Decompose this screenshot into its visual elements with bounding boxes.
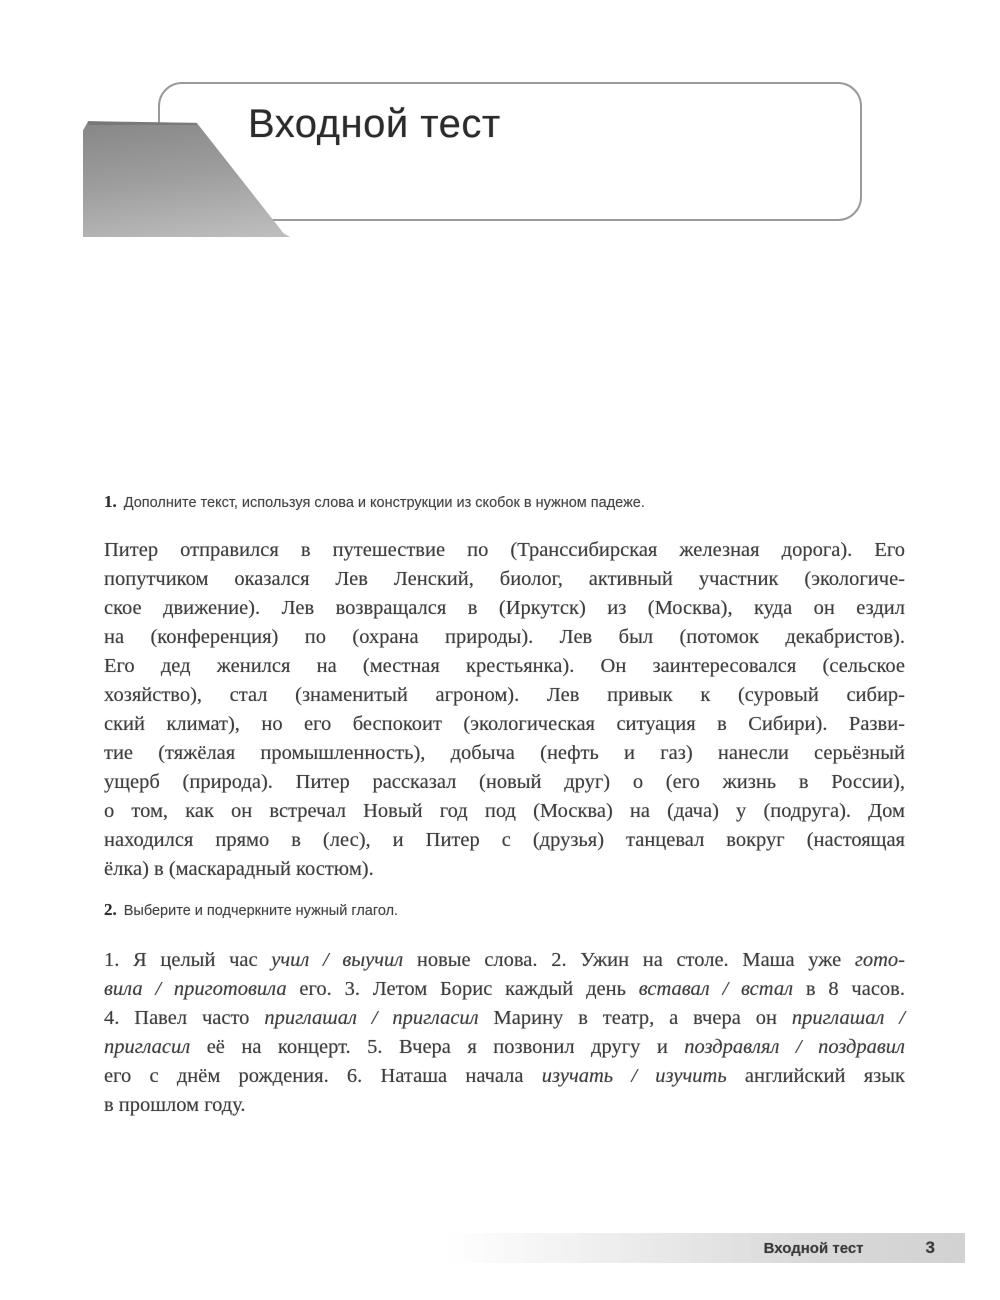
text-line: попутчиком оказался Лев Ленский, биолог, активный участник (экологиче-	[104, 568, 905, 590]
footer-section-title: Входной тест	[763, 1239, 864, 1257]
text-line: 1. Я целый час учил / выучил новые слова. 2. Ужин на столе. Маша уже гото-	[104, 949, 905, 971]
text-line: находился прямо в (лес), и Питер с (друзья) танцевал вокруг (настоящая	[104, 829, 905, 851]
footer-bar	[445, 1233, 965, 1263]
exercise2-instruction	[104, 900, 904, 920]
text-line: хозяйство), стал (знаменитый агроном). Лев привык к (суровый сибир-	[104, 684, 905, 706]
page-title: Входной тест	[248, 102, 501, 146]
text-line: ский климат), но его беспокоит (экологическая ситуация в Сибири). Разви-	[104, 713, 905, 735]
text-line: тие (тяжёлая промышленность), добыча (нефть и газ) нанесли серьёзный	[104, 742, 905, 764]
footer-page-number: 3	[925, 1238, 935, 1257]
text-line: вила / приготовила его. 3. Летом Борис каждый день вставал / встал в 8 часов.	[104, 978, 905, 1000]
text-line: его с днём рождения. 6. Наташа начала изучать / изучить английский язык	[104, 1065, 905, 1087]
text-line: 4. Павел часто приглашал / пригласил Марину в театр, а вчера он приглашал /	[104, 1007, 906, 1029]
text-line: Питер отправился в путешествие по (Транссибирская железная дорога). Его	[104, 539, 905, 561]
text-line: Его дед женился на (местная крестьянка). Он заинтересовался (сельское	[104, 655, 905, 677]
exercise1-text	[104, 536, 905, 884]
text-line: о том, как он встречал Новый год под (Москва) на (дача) у (подруга). Дом	[104, 800, 905, 822]
text-line: ущерб (природа). Питер рассказал (новый друг) о (его жизнь в России),	[104, 771, 905, 793]
exercise1-instruction	[104, 492, 904, 512]
text-line: пригласил её на концерт. 5. Вчера я позвонил другу и поздравлял / поздравил	[104, 1036, 905, 1058]
text-line: в прошлом году.	[104, 1094, 246, 1116]
exercise1-instruction-text: Дополните текст, используя слова и конструкции из скобок в нужном падеже.	[123, 495, 645, 511]
text-line: ское движение). Лев возвращался в (Иркутск) из (Москва), куда он ездил	[104, 597, 905, 619]
exercise1-number: 1.	[104, 492, 117, 511]
exercise2-instruction-text: Выберите и подчеркните нужный глагол.	[123, 903, 399, 919]
exercise2-text	[104, 946, 905, 1120]
text-line: ёлка) в (маскарадный костюм).	[104, 858, 374, 880]
text-line: на (конференция) по (охрана природы). Лев был (потомок декабристов).	[104, 626, 905, 648]
exercise2-number: 2.	[104, 900, 117, 919]
